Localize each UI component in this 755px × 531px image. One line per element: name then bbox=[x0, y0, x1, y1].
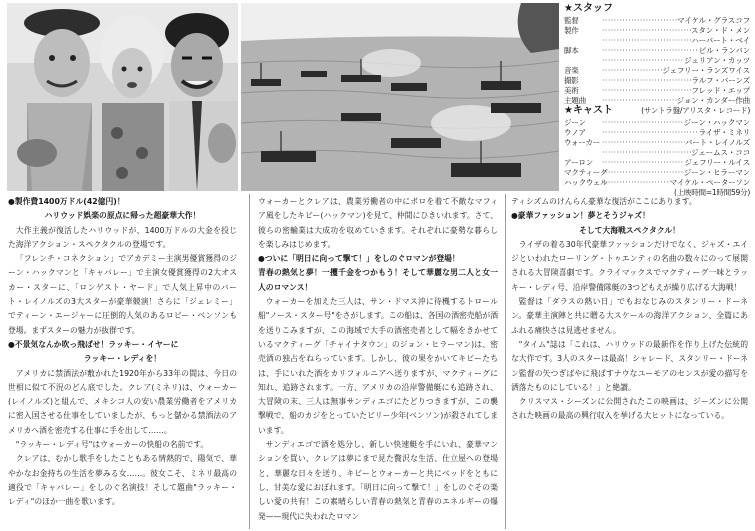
column-1-paragraph: "ラッキー・レディ号"はウォーカーの快船の名前です。 bbox=[15, 440, 209, 450]
staff-role bbox=[564, 56, 602, 66]
column-3-heading: ●豪華ファッション！夢とそうジャズ！ そして大海戦スペクタクル！ bbox=[511, 211, 680, 235]
column-divider bbox=[249, 194, 250, 529]
cast-credit-row bbox=[564, 168, 750, 178]
cast-credit-row bbox=[564, 118, 750, 128]
staff-role: 音楽 bbox=[564, 66, 579, 76]
staff-name: ビル・ランバン bbox=[698, 46, 750, 56]
cast-role: マクティーグ bbox=[564, 168, 608, 178]
cast-name: ライザ・ミネリ bbox=[698, 128, 750, 138]
leader-dots bbox=[602, 138, 685, 148]
column-divider bbox=[505, 194, 506, 529]
cast-note: (上映時間=1時間59分) bbox=[673, 188, 750, 198]
column-1-heading-1: ●製作費1400万ドル(42億円)！ ハリウッド娯楽の原点に帰った超豪華大作！ bbox=[8, 197, 201, 221]
cast-credit-row bbox=[564, 158, 750, 168]
column-2-paragraph: ウォーカーとクレアは、農業労働者の中にボロを着て不敵なマフィア風をしたキビー(ハックマン)を見て、仲間にひきいれます。さて、彼らの密輸業は大成功を収めていきます。それぞれに豪勢な暮らしを楽しみはじめます。 bbox=[258, 197, 498, 249]
staff-role: 主題曲 bbox=[564, 96, 586, 106]
staff-credit-row bbox=[564, 26, 750, 36]
leader-dots bbox=[602, 168, 684, 178]
leader-dots bbox=[602, 56, 684, 66]
cast-role bbox=[564, 148, 602, 158]
staff-credit-row bbox=[564, 56, 750, 66]
article-column-1 bbox=[8, 195, 237, 529]
staff-role bbox=[564, 36, 602, 46]
cast-credit-row bbox=[564, 148, 750, 158]
staff-title: ★スタッフ bbox=[564, 3, 613, 14]
cast-credit-row bbox=[564, 178, 750, 188]
column-3-paragraph: ライザの着る30年代豪華ファッションだけでなく、ジャズ・エイジといわれたローリング・トゥエンティの名曲の数々にのって展開される大冒険喜劇です。クライマックスでマクティーグ一味とラッキー・レディ号、沿岸警備隊艇の3つどもえが繰り広げる大海戦！ bbox=[511, 239, 748, 292]
staff-credit-row bbox=[564, 86, 750, 96]
staff-name: ジェフリー・ランズワイス bbox=[662, 66, 750, 76]
cast-role: ジーン bbox=[564, 118, 586, 127]
staff-name: スタン・ド・メン bbox=[690, 26, 750, 36]
leader-dots bbox=[602, 76, 691, 86]
leader-dots bbox=[602, 86, 691, 96]
cast-credits bbox=[564, 104, 750, 198]
column-2-paragraph: ウォーカーを加えた三人は、サン・ドマス沖に待機するトロール船"ノース・スター号"をさがします。この船は、各国の酒密売船が酒を送りこみますが、この海域で大手の酒密売者として幅をきかせているマクティーグ「チャイナタウン」のジョン・ヒラーマン)は、密売酒の独占をねらっています。しかし、彼の果をかいてキビーたちは、手にいれた酒をカリフォルニアへ送りますが、マクティーグに知れ、追跡されます。一方、アメリカの沿岸警備艇にも追跡され、大冒険の末、三人は無事サンディエゴにたどりつきますが、この襲撃戦で、船のカジをとっていたビリー少年(ベンソン)が殺されてしまいます。 bbox=[258, 297, 498, 435]
cast-credit-row bbox=[564, 138, 750, 148]
staff-credits bbox=[564, 2, 750, 116]
leader-dots bbox=[602, 66, 662, 76]
cast-title: ★キャスト bbox=[564, 105, 613, 116]
cast-photo bbox=[7, 3, 238, 191]
column-1-heading-2: ●不景気なんか吹っ飛ばせ！ラッキー・イヤーに ラッキー・レディを！ bbox=[8, 339, 179, 364]
staff-role: 監督 bbox=[564, 16, 579, 25]
column-3-paragraph: "タイム"誌は「これは、ハリウッドの最新作を作り上げた伝統的な大作です。3人のスターは最高！シャレード、スタンリー・ドーネン監督の矢つぎばやに飛ばすナウなユーモアのセンスが愛の描写を洒落たものにしている！」と絶讃。 bbox=[511, 339, 748, 392]
staff-role: 美術 bbox=[564, 86, 579, 96]
cast-role: ウノア bbox=[564, 128, 586, 138]
cast-role: アーロン bbox=[564, 158, 593, 168]
cast-credit-row bbox=[564, 128, 750, 138]
leader-dots bbox=[602, 128, 698, 138]
staff-credit-row bbox=[564, 46, 750, 56]
staff-name: フレッド・エップ bbox=[691, 86, 750, 96]
staff-credit-row bbox=[564, 76, 750, 86]
cast-name: バート・レイノルズ bbox=[684, 138, 750, 148]
cast-name: ジーン・ハックマン bbox=[683, 118, 750, 127]
column-3-paragraph: クリスマス・シーズンに公開されたこの映画は、ジーズンに公開された映画の最高の興行収入を挙げる大ヒットになっている。 bbox=[511, 397, 748, 421]
leader-dots bbox=[602, 16, 677, 26]
cast-name: ジェフリー・ルイス bbox=[684, 158, 750, 168]
column-1-paragraph: アメリカに禁酒法が敷かれた1920年から33年の間は、今日の世相に似て不況のどん底でした。クレア(ミネリ)は、ウォーカー(レイノルズ)と組んで、メキシコ人の安い農業労働者をアメリカに密入国させる仕事をしていましたが、もっと儲かる禁酒法のアメリカへ酒を密売する仕事に手を出して……。 bbox=[8, 368, 237, 435]
article-column-2 bbox=[258, 195, 498, 529]
staff-role: 脚本 bbox=[564, 46, 579, 56]
column-3-paragraph: 監督は「ダラスの熱い日」でもおなじみのスタンリー・ドーネン。豪華主演陣と共に贈る大スケールの海洋アクション、全篇にあふれる痛快さは見逃せません。 bbox=[511, 297, 748, 335]
leader-dots bbox=[602, 118, 684, 128]
staff-role: 撮影 bbox=[564, 76, 579, 86]
cast-name: ジーン・ヒラーマン bbox=[683, 168, 750, 178]
column-2-heading: ●ついに「明日に向って撃て！」をしのぐロマンが登場！ 青春の熱気と夢！一攫千金をつかもう！そして華麗な男二人と女一人のロマンス！ bbox=[258, 254, 498, 292]
column-1-paragraph: 大作主義が復活したハリウッドが、1400万ドルの大金を投じた海洋アクション・スペクタクルの登場です。 bbox=[8, 225, 237, 249]
cast-name: ジェームス・ココ bbox=[691, 148, 750, 158]
leader-dots bbox=[602, 36, 691, 46]
article-column-3 bbox=[511, 195, 748, 529]
staff-credit-row bbox=[564, 16, 750, 26]
leader-dots bbox=[602, 178, 670, 188]
staff-credit-row bbox=[564, 36, 750, 46]
staff-name: マイケル・グラスコフ bbox=[676, 16, 750, 25]
column-3-paragraph: ティシズムのけんらん豪華な復活がここにあります。 bbox=[511, 197, 697, 206]
staff-note: (サントラ盤/アリスタ・レコード) bbox=[641, 106, 750, 116]
leader-dots bbox=[602, 46, 699, 56]
cast-role: ハックウェル bbox=[564, 178, 608, 188]
cast-role: ウォーカー bbox=[564, 138, 601, 148]
staff-name: ジョン・カンダー作曲 bbox=[676, 96, 750, 106]
staff-name: ハーバート・ベイ bbox=[691, 36, 750, 46]
leader-dots bbox=[602, 26, 691, 36]
leader-dots bbox=[602, 148, 691, 158]
staff-name: ジュリアン・カッツ bbox=[683, 56, 750, 66]
staff-credit-row bbox=[564, 66, 750, 76]
column-2-paragraph: サンディエゴで酒を処分し、新しい快速艇を手にいれ、豪華マンションを買い、クレアは夢にまで見た贅沢な生活、仕立屋への登場と、華麗な日々を送り、キビーとウォーカーと共にベッドをともにし、甘美な愛におぼれます。「明日に向って撃て！」をしのぐその楽しい愛の共有！この素晴らしい青春の熱気と青春のエネルギーの爆発——現代に失われたロマン bbox=[258, 440, 498, 521]
cast-name: マイケル・ペーターソン bbox=[669, 178, 750, 188]
sea-battle-photo bbox=[241, 3, 559, 191]
column-1-paragraph: 「フレンチ・コネクション」でアカデミー主演男優賞獲得のジーン・ハックマンと「キャバレー」で主演女優賞獲得の2大オスカー・スターに、「ロンゲスト・ヤード」で人気上昇中のバート・レイノルズの3大スターが豪華競演！さらに「ジェレミー」でティーン・エージャーに圧倒的人気のあるロビー・ベンソンも登場。まずスターの魅力が抜群です。 bbox=[8, 254, 237, 335]
staff-role: 製作 bbox=[564, 26, 579, 36]
leader-dots bbox=[602, 158, 684, 168]
column-1-paragraph: クレアは、むかし歌手をしたこともある情熱的で、陽気で、華やかなお金持ちの生活を夢みる女……。彼女こそ、ミネリ最高の適役で「キャバレー」をしのぐ名演技！そして題曲"ラッキー・レディ"のほか一曲を歌います。 bbox=[8, 454, 237, 507]
staff-name: ラルフ・バーンズ bbox=[691, 76, 750, 86]
